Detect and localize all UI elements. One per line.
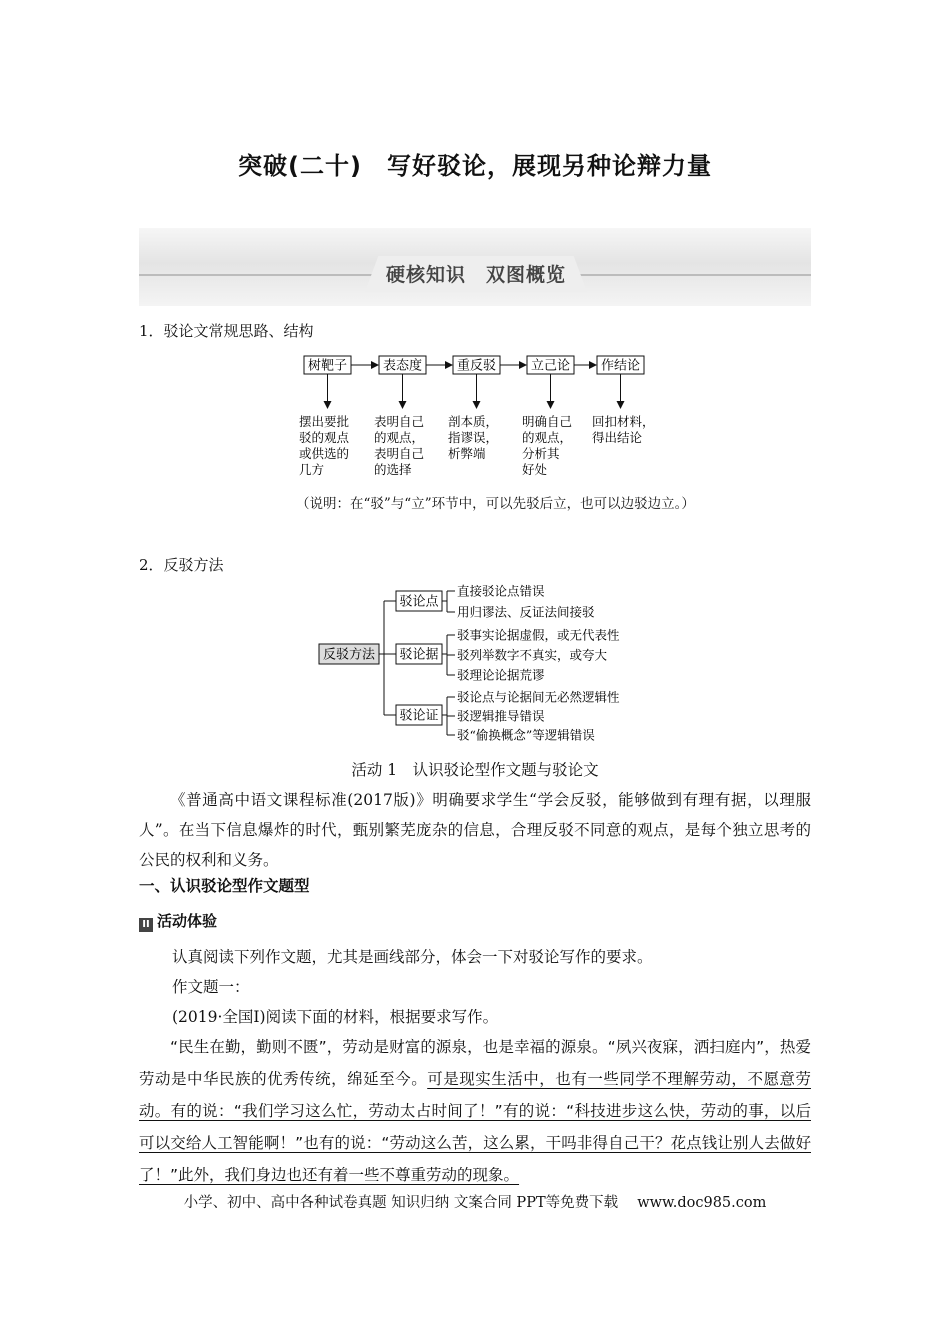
material-plain: “民生在勤，勤则不匮”，劳动是财富的源泉，也是幸福的源泉。“夙兴夜寐，洒扫庭内”，热爱劳动是中华民族的优秀传统，绵延至今。 xyxy=(139,1038,811,1088)
flow-step-description: 析弊端 xyxy=(448,446,486,461)
structure-flowchart xyxy=(290,348,670,483)
flow-step-description: 好处 xyxy=(522,462,548,477)
topic-source: (2019·全国Ⅰ)阅读下面的材料，根据要求写作。 xyxy=(172,1008,499,1026)
tree-leaf-label: 驳事实论据虚假，或无代表性 xyxy=(457,627,620,643)
flow-step-description: 摆出要批 xyxy=(299,414,350,429)
tree-leaf-label: 驳理论论据荒谬 xyxy=(457,667,545,683)
badge-icon: II xyxy=(139,918,153,932)
flow-step-description: 剖本质， xyxy=(448,414,499,429)
subheading: 一、认识驳论型作文题型 xyxy=(139,877,310,895)
experience-label: 活动体验 xyxy=(157,912,218,930)
flow-step-description: 的选择 xyxy=(374,462,412,477)
tree-leaf-label: 驳逻辑推导错误 xyxy=(457,708,545,724)
tree-branch-label: 驳论据 xyxy=(399,647,439,663)
tree-branch-label: 驳论点 xyxy=(399,594,439,610)
rebuttal-tree xyxy=(316,580,656,745)
flow-step-label: 表态度 xyxy=(382,358,423,374)
tree-branch-label: 驳论证 xyxy=(399,708,439,724)
structure-note: （说明：在“驳”与“立”环节中，可以先驳后立，也可以边驳边立。） xyxy=(296,496,695,512)
topic-label: 作文题一： xyxy=(172,978,250,996)
flow-step-label: 树靶子 xyxy=(307,358,348,374)
flow-step-description: 的观点， xyxy=(374,430,425,445)
activity-title: 活动 1 认识驳论型作文题与驳论文 xyxy=(351,761,599,779)
flow-step-description: 回扣材料， xyxy=(592,414,655,429)
flow-step-description: 分析其 xyxy=(522,446,560,461)
instruction: 认真阅读下列作文题，尤其是画线部分，体会一下对驳论写作的要求。 xyxy=(172,948,653,966)
tree-leaf-label: 驳“偷换概念”等逻辑错误 xyxy=(457,727,595,743)
tree-leaf-label: 直接驳论点错误 xyxy=(457,583,545,599)
flow-step-description: 得出结论 xyxy=(592,430,643,445)
flow-step-description: 几方 xyxy=(299,462,325,477)
flow-step-description: 指谬误， xyxy=(448,430,499,445)
flow-step-label: 重反驳 xyxy=(456,358,497,374)
intro-paragraph: 《普通高中语文课程标准(2017版)》明确要求学生“学会反驳，能够做到有理有据，以理服人”。在当下信息爆炸的时代，甄别繁芜庞杂的信息，合理反驳不同意的观点，是每个独立思考的公民的权利和义务。 xyxy=(139,791,811,869)
tree-leaf-label: 用归谬法、反证法间接驳 xyxy=(457,604,595,620)
tree-leaf-label: 驳论点与论据间无必然逻辑性 xyxy=(457,689,620,705)
section2-heading: 2．反驳方法 xyxy=(139,556,224,574)
material-paragraph xyxy=(139,1031,811,1191)
banner-label: 硬核知识 双图概览 xyxy=(385,264,566,286)
tree-root-label: 反驳方法 xyxy=(322,647,376,663)
material-underlined: 可是现实生活中，也有一些同学不理解劳动，不愿意劳动。有的说：“我们学习这么忙，劳动太占时间了！”有的说：“科技进步这么快，劳动的事，以后可以交给人工智能啊！”也有的说：“劳动这么苦，这么累，干吗非得自己干？花点钱让别人去做好了！”此外，我们身边也还有着一些不尊重劳动的现象。 xyxy=(139,1070,811,1184)
flow-step-description: 表明自己 xyxy=(374,446,425,461)
section1-heading: 1．驳论文常规思路、结构 xyxy=(139,322,314,340)
page-title: 突破(二十) 写好驳论，展现另种论辩力量 xyxy=(238,152,712,180)
flow-step-description: 或供选的 xyxy=(299,446,350,461)
flow-step-description: 驳的观点 xyxy=(299,430,350,445)
activity-experience xyxy=(139,910,217,932)
flow-step-label: 作结论 xyxy=(600,358,641,374)
flow-step-label: 立己论 xyxy=(530,358,571,374)
flow-step-description: 表明自己 xyxy=(374,414,425,429)
flow-step-description: 的观点， xyxy=(522,430,573,445)
section-banner xyxy=(139,228,811,306)
tree-leaf-label: 驳列举数字不真实，或夸大 xyxy=(457,647,608,663)
flow-step-description: 明确自己 xyxy=(522,414,573,429)
footer: 小学、初中、高中各种试卷真题 知识归纳 文案合同 PPT等免费下载 www.doc985.com xyxy=(183,1195,767,1211)
